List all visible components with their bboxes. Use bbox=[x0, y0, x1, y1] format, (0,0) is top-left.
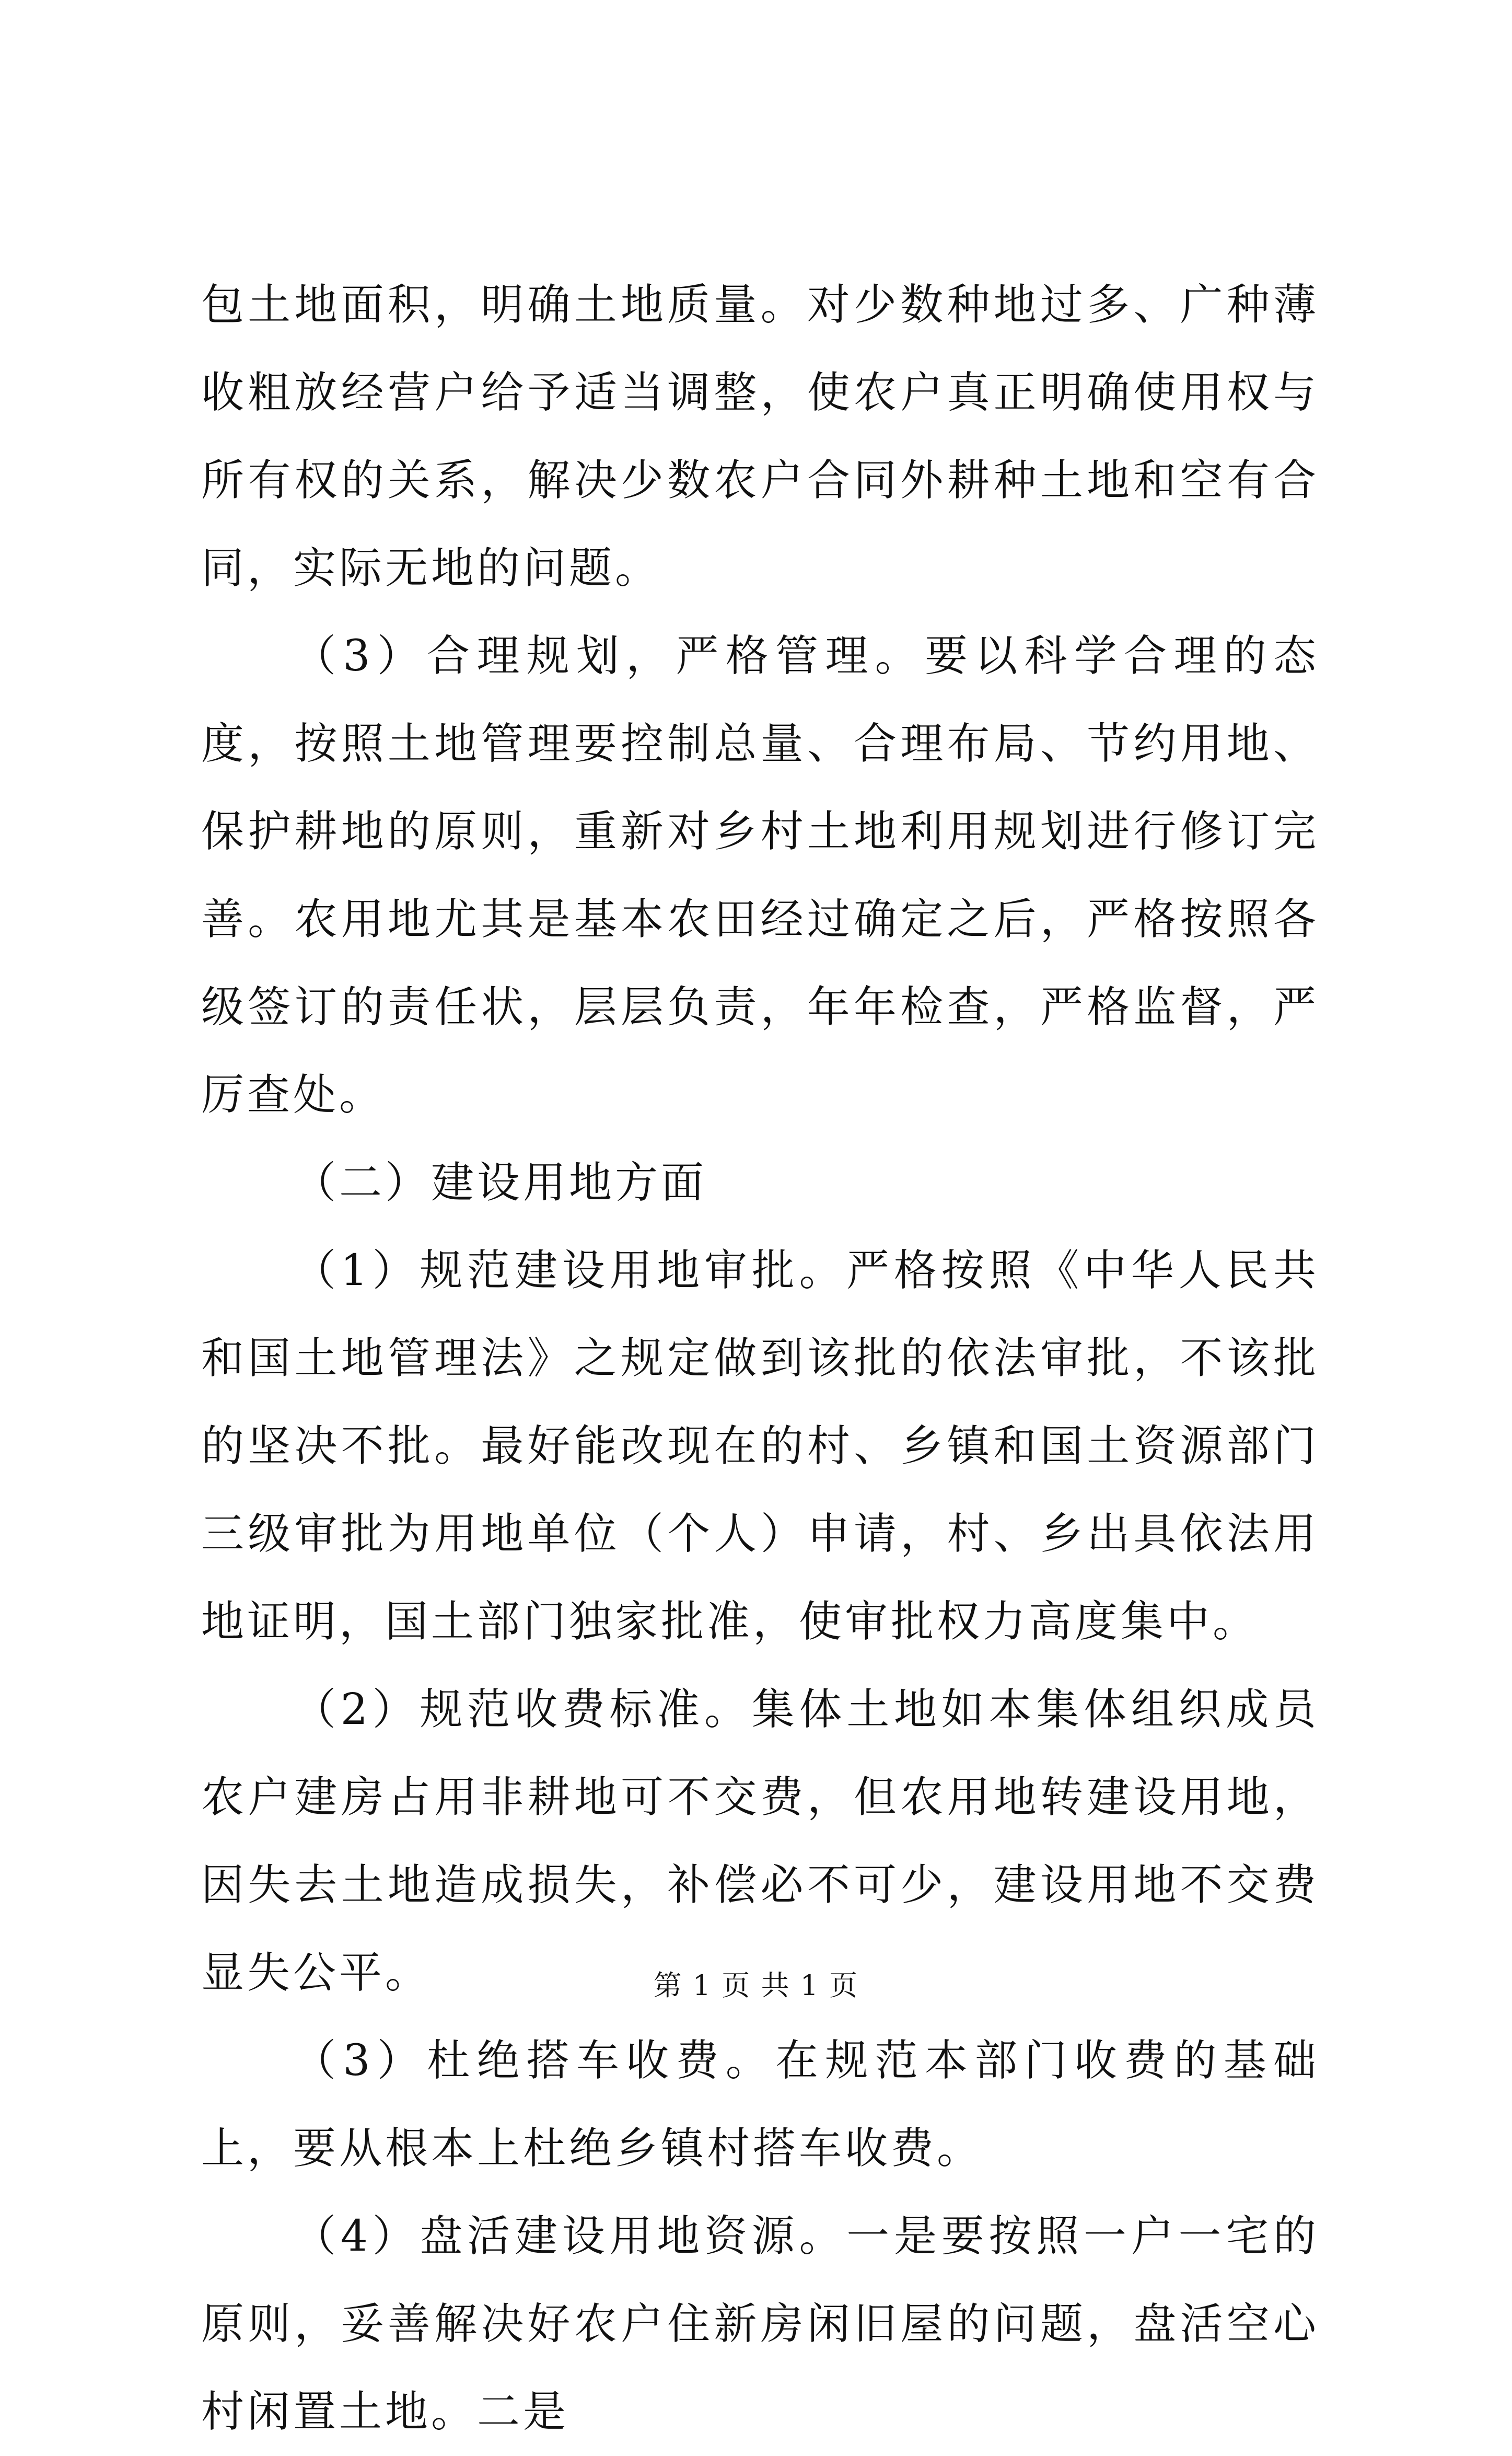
paragraph-land-resources: （4）盘活建设用地资源。一是要按照一户一宅的原则，妥善解决好农户住新房闲旧屋的问题，盘活空心村闲置土地。二是 bbox=[201, 2211, 1319, 2437]
paragraph-continuation: 包土地面积，明确土地质量。对少数种地过多、广种薄收粗放经营户给予适当调整，使农户真正明确使用权与所有权的关系，解决少数农户合同外耕种土地和空有合同，实际无地的问题。 bbox=[201, 280, 1319, 593]
page-number-footer: 第 1 页 共 1 页 bbox=[653, 1969, 859, 2002]
section-heading-construction-land: （二）建设用地方面 bbox=[293, 1158, 707, 1208]
document-body bbox=[201, 261, 1319, 2456]
paragraph-approval: （1）规范建设用地审批。严格按照《中华人民共和国土地管理法》之规定做到该批的依法审批，不该批的坚决不批。最好能改现在的村、乡镇和国土资源部门三级审批为用地单位（个人）申请，村、乡出具依法用地证明，国土部门独家批准，使审批权力高度集中。 bbox=[201, 1246, 1319, 1647]
paragraph-extra-fees: （3）杜绝搭车收费。在规范本部门收费的基础上，要从根本上杜绝乡镇村搭车收费。 bbox=[201, 2036, 1319, 2173]
paragraph-fee-standard: （2）规范收费标准。集体土地如本集体组织成员农户建房占用非耕地可不交费，但农用地转建设用地，因失去土地造成损失，补偿必不可少，建设用地不交费显失公平。 bbox=[201, 1685, 1319, 1998]
paragraph-planning-management: （3）合理规划，严格管理。要以科学合理的态度，按照土地管理要控制总量、合理布局、节约用地、保护耕地的原则，重新对乡村土地利用规划进行修订完善。农用地尤其是基本农田经过确定之后，严格按照各级签订的责任状，层层负责，年年检查，严格监督，严厉查处。 bbox=[201, 631, 1319, 1120]
